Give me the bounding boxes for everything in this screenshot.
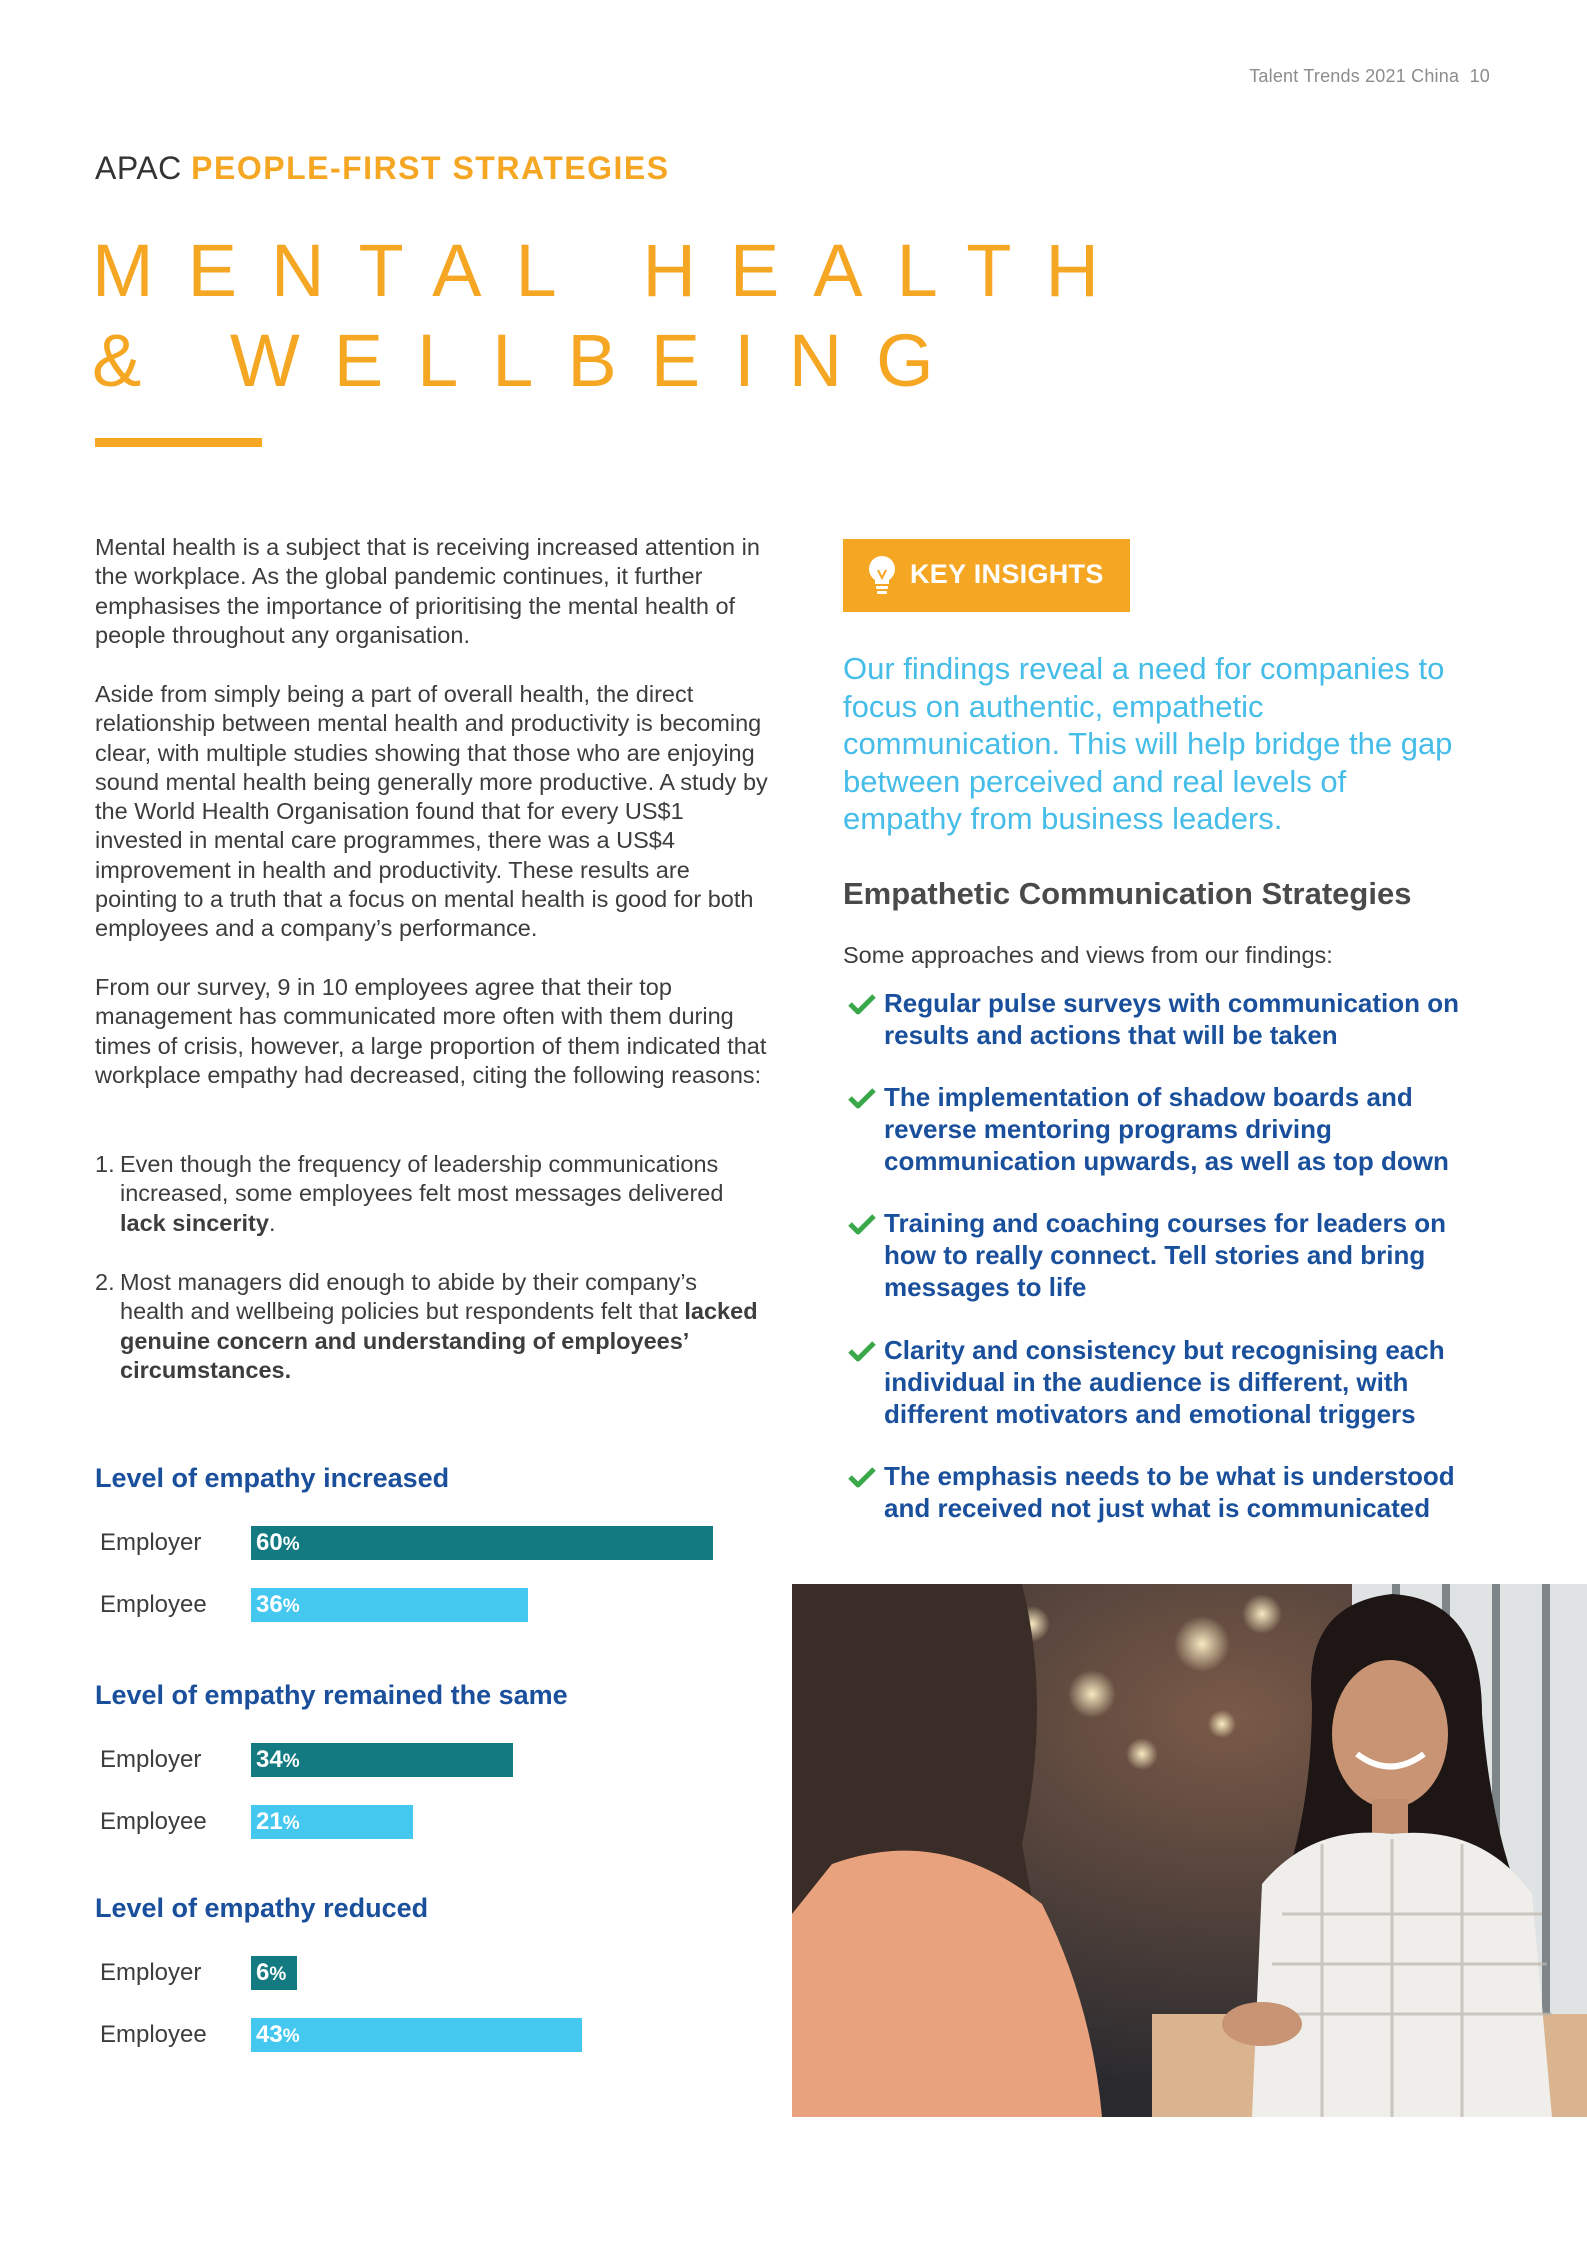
checkmark-icon: [848, 993, 876, 1015]
paragraph-text: Mental health is a subject that is receiving increased attention in the workplace. As the global pandemic continues, it further emphasises the importance of prioritising the mental health of people throughout any organisation.: [95, 534, 760, 648]
key-insights-label: KEY INSIGHTS: [910, 559, 1104, 589]
running-header: [1249, 66, 1490, 87]
bar-employee: [251, 1805, 413, 1839]
bar-category-label: Employer: [100, 1959, 202, 1986]
bar-value-label: 36%: [256, 1591, 300, 1618]
body-paragraph-2: [95, 680, 775, 944]
bar-value-label: 6%: [256, 1959, 287, 1986]
body-paragraph-3: [95, 973, 775, 1090]
strategies-heading: Empathetic Communication Strategies: [843, 876, 1412, 911]
paragraph-text: From our survey, 9 in 10 employees agree that their top management has communicated more often with them during times of crisis, however, a large proportion of them indicated that workplace empathy had decreased, citing the following reasons:: [95, 974, 767, 1088]
paragraph-text: Aside from simply being a part of overall health, the direct relationship between mental health and productivity is becoming clear, with multiple studies showing that those who are enjoying sound mental health being generally more productive. A study by the World Health Organisation found that for every US$1 invested in mental care programmes, there was a US$4 improvement in health and productivity. These results are pointing to a truth that a focus on mental health is good for both employees and a company’s performance.: [95, 681, 768, 942]
bar-employer: [251, 1526, 713, 1560]
section-highlight: PEOPLE-FIRST STRATEGIES: [191, 150, 670, 186]
bar-category-label: Employer: [100, 1529, 202, 1556]
chart-heading: Level of empathy increased: [95, 1463, 450, 1493]
strategy-text: The implementation of shadow boards and reverse mentoring programs driving communication upwards, as well as top down: [884, 1082, 1449, 1176]
chart-heading: Level of empathy remained the same: [95, 1680, 568, 1710]
bar-category-label: Employee: [100, 2021, 207, 2048]
strategy-item: [848, 1207, 1488, 1303]
key-insights-badge: [843, 539, 1130, 612]
strategy-text: The emphasis needs to be what is understood and received not just what is communicated: [884, 1461, 1455, 1523]
bar-value-label: 21%: [256, 1808, 300, 1835]
page-title-line-1: MENTAL HEALTH: [92, 229, 1133, 312]
strategy-text: Regular pulse surveys with communication on results and actions that will be taken: [884, 988, 1460, 1050]
list-text-tail: .: [268, 1209, 276, 1236]
reason-list-item-1: [95, 1150, 765, 1238]
running-title: Talent Trends 2021 China: [1249, 66, 1460, 86]
bar-employee: [251, 1588, 528, 1622]
strategy-text: Clarity and consistency but recognising each individual in the audience is different, with different motivators and emotional triggers: [884, 1335, 1445, 1429]
strategy-item: [848, 1081, 1488, 1177]
list-text-bold: lack sincerity: [120, 1209, 269, 1236]
bar-value-label: 34%: [256, 1746, 300, 1773]
bar-category-label: Employer: [100, 1746, 202, 1773]
page-title-line-2: & WELLBEING: [92, 319, 968, 402]
insight-quote: Our findings reveal a need for companies to focus on authentic, empathetic communication. This will help bridge the gap between perceived and real levels of empathy from business leaders.: [843, 651, 1453, 836]
list-text: Even though the frequency of leadership communications increased, some employees felt most messages delivered: [120, 1151, 724, 1207]
list-number: 2.: [95, 1269, 115, 1295]
strategy-item: [848, 1334, 1488, 1430]
checkmark-icon: [848, 1466, 876, 1488]
checkmark-icon: [848, 1340, 876, 1362]
bar-employee: [251, 2018, 582, 2052]
body-paragraph-1: [95, 533, 775, 650]
strategy-text: Training and coaching courses for leaders on how to really connect. Tell stories and bring messages to life: [884, 1208, 1447, 1302]
bar-value-label: 43%: [256, 2021, 300, 2048]
strategies-intro: Some approaches and views from our findings:: [843, 942, 1333, 968]
lightbulb-icon: [864, 554, 900, 598]
page-number: 10: [1469, 66, 1490, 86]
section-label: [95, 150, 670, 187]
bar-value-label: 60%: [256, 1529, 300, 1556]
section-prefix: APAC: [95, 150, 192, 186]
bar-category-label: Employee: [100, 1808, 207, 1835]
bar-category-label: Employee: [100, 1591, 207, 1618]
bar-employer: [251, 1956, 297, 1990]
strategy-item: [848, 1460, 1488, 1524]
chart-heading: Level of empathy reduced: [95, 1893, 429, 1923]
title-underline: [95, 438, 262, 447]
bar-employer: [251, 1743, 513, 1777]
checkmark-icon: [848, 1213, 876, 1235]
reason-list-item-2: [95, 1268, 765, 1385]
list-text-bold: lacked genuine concern and understanding of employees’ circumstances.: [120, 1298, 758, 1383]
strategy-item: [848, 987, 1488, 1051]
list-number: 1.: [95, 1151, 115, 1177]
office-conversation-photo: [792, 1584, 1587, 2117]
checkmark-icon: [848, 1087, 876, 1109]
list-text: Most managers did enough to abide by their company’s health and wellbeing policies but respondents felt that: [120, 1269, 697, 1325]
